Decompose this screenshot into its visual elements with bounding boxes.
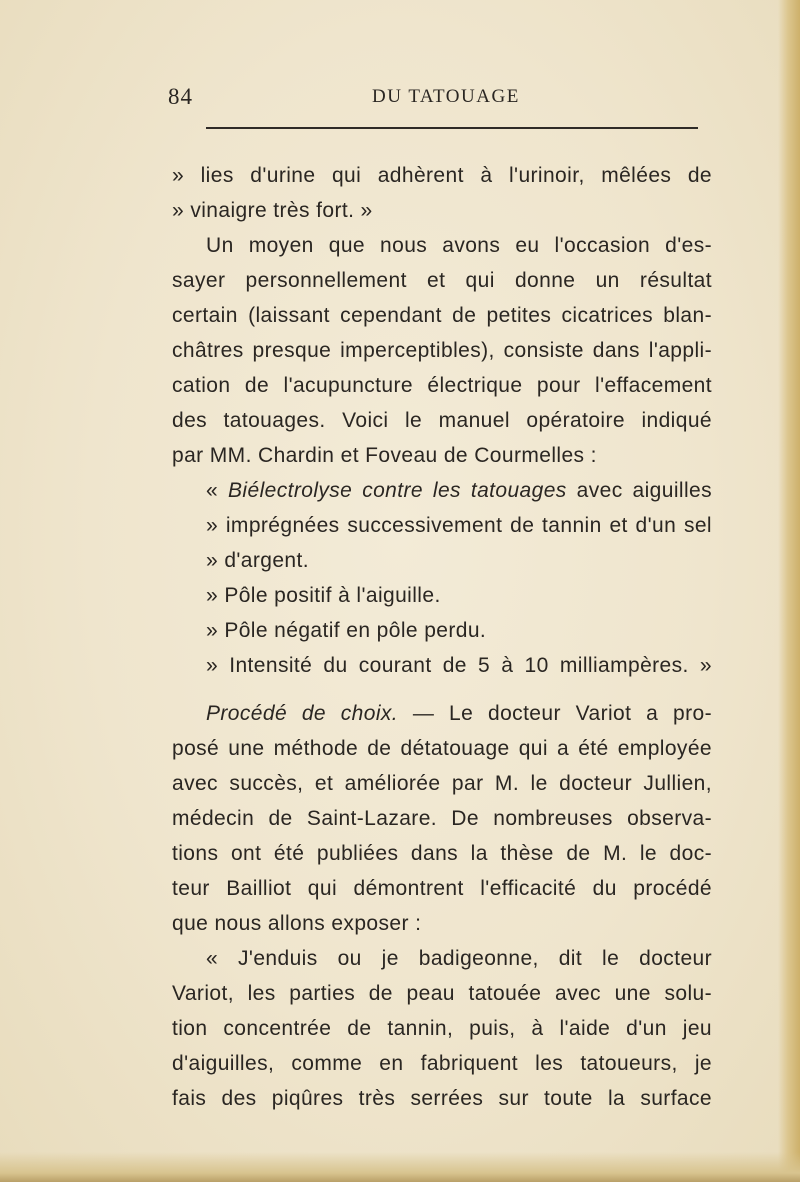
- page-bottom-shadow: [0, 1152, 800, 1182]
- text-line: » vinaigre très fort. »: [172, 199, 373, 222]
- text-line: Un moyen que nous avons eu l'occasion d'es-: [206, 234, 712, 257]
- text-line-biélectrolyse: [172, 473, 712, 508]
- text-line: » Intensité du courant de 5 à 10 milliampères. »: [206, 654, 712, 677]
- text-line: tion concentrée de tannin, puis, à l'aide d'un jeu: [172, 1017, 712, 1040]
- header-rule: [206, 127, 698, 129]
- text-line: » Pôle positif à l'aiguille.: [206, 584, 441, 607]
- text-line: par MM. Chardin et Foveau de Courmelles :: [172, 444, 597, 467]
- text-line: fais des piqûres très serrées sur toute la surface: [172, 1087, 712, 1110]
- text-line: avec succès, et améliorée par M. le docteur Jullien,: [172, 772, 712, 795]
- text-line: » lies d'urine qui adhèrent à l'urinoir, mêlées de: [172, 164, 712, 187]
- body-text: [172, 158, 712, 1116]
- text-line: Variot, les parties de peau tatouée avec une solu-: [172, 982, 712, 1005]
- text-line: » Pôle négatif en pôle perdu.: [206, 619, 487, 642]
- text-line: » d'argent.: [206, 549, 309, 572]
- text-line: d'aiguilles, comme en fabriquent les tatoueurs, je: [172, 1052, 712, 1075]
- text-line: « J'enduis ou je badigeonne, dit le docteur: [206, 947, 712, 970]
- text-line: posé une méthode de détatouage qui a été employée: [172, 737, 712, 760]
- italic-section-title: Procédé de choix.: [206, 702, 399, 725]
- text-line-procede: [172, 696, 712, 731]
- text-line: médecin de Saint-Lazare. De nombreuses observa-: [172, 807, 712, 830]
- text-line: tions ont été publiées dans la thèse de M. le doc-: [172, 842, 712, 865]
- text-line: châtres presque imperceptibles), consiste dans l'appli-: [172, 339, 712, 362]
- text-line: des tatouages. Voici le manuel opératoire indiqué: [172, 409, 712, 432]
- running-title: DU TATOUAGE: [372, 86, 520, 107]
- text-line: que nous allons exposer :: [172, 912, 422, 935]
- page-edge-shadow: [778, 0, 800, 1182]
- text-line: » imprégnées successivement de tannin et d'un sel: [206, 514, 712, 537]
- page-number: 84: [168, 84, 193, 109]
- text-line: cation de l'acupuncture électrique pour l'effacement: [172, 374, 712, 397]
- text-line: sayer personnellement et qui donne un résultat: [172, 269, 712, 292]
- italic-title: Biélectrolyse contre les tatouages: [228, 479, 567, 502]
- line-tail: avec aiguilles: [566, 479, 712, 502]
- line-tail: — Le docteur Variot a pro-: [398, 702, 712, 725]
- text-line: teur Bailliot qui démontrent l'efficacité du procédé: [172, 877, 712, 900]
- quote-open: «: [206, 479, 229, 502]
- text-line: certain (laissant cependant de petites cicatrices blan-: [172, 304, 712, 327]
- running-header: [168, 84, 708, 118]
